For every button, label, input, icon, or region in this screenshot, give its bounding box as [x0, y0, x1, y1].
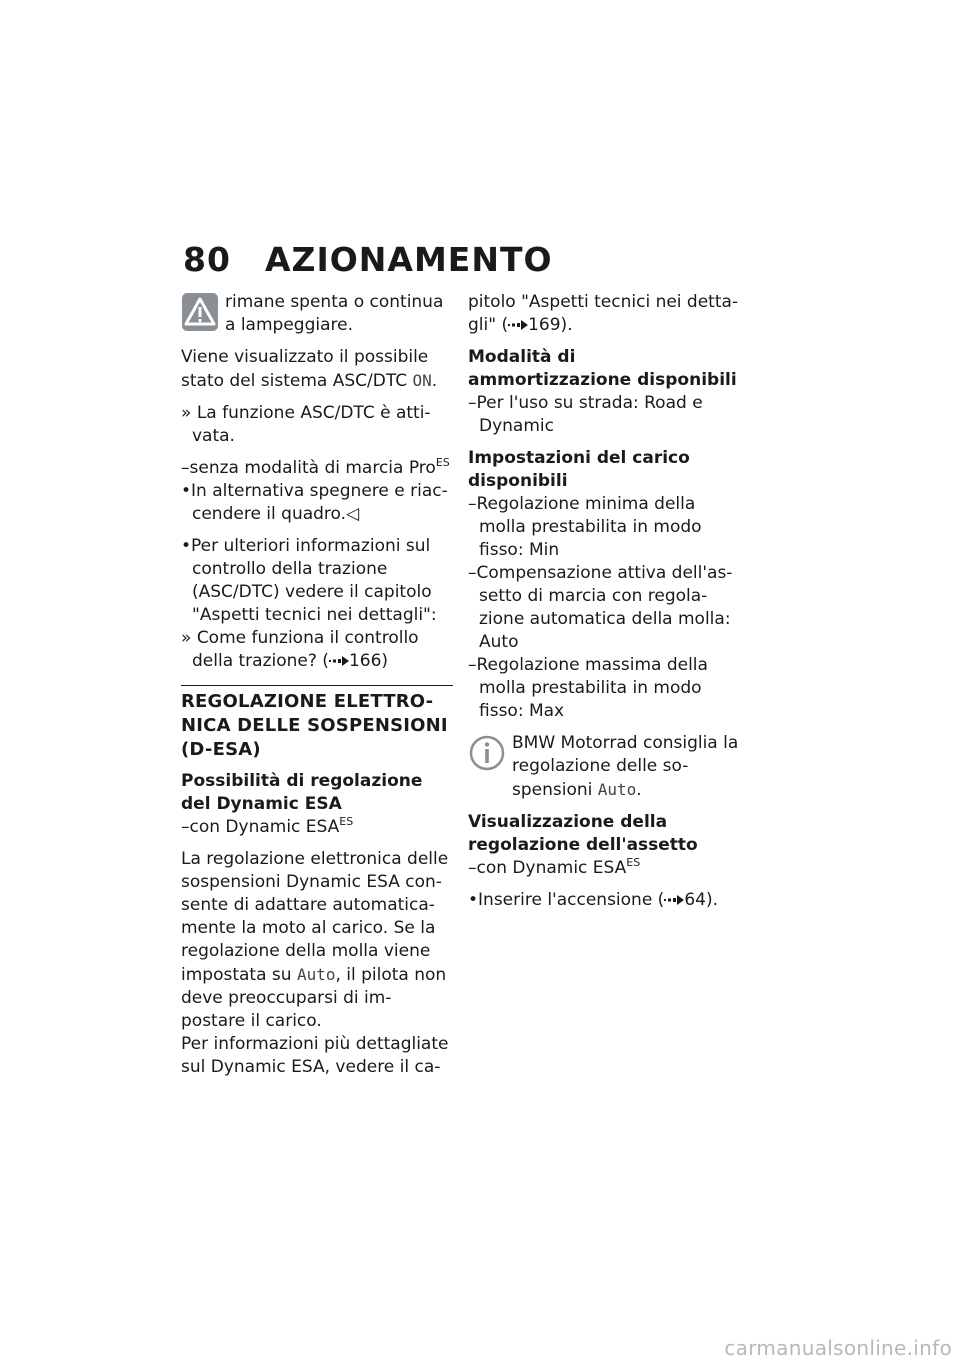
bullet-marker: •: [181, 481, 192, 501]
condition-desa: [181, 816, 453, 839]
page-number: 80: [183, 240, 231, 279]
tip-note: [468, 732, 742, 802]
result-ref-traction: » Come funziona il controllo della trazione? ( 166): [181, 628, 419, 671]
load-item-min: –Regolazione minima della molla prestabilita in modo fisso: Min: [468, 494, 702, 560]
condition-desa-text: –con Dynamic ESA: [181, 817, 340, 837]
page-ref-arrow-icon: [329, 655, 349, 667]
page-ref-arrow-icon: [664, 894, 684, 906]
subheading-damping-modes: Modalità di ammortizzazione disponibili: [468, 347, 737, 390]
desa-more-info-cont: pitolo "Aspetti tecnici nei detta-gli" ( 169).: [468, 292, 739, 335]
status-value-on: ON: [412, 371, 432, 390]
condition-pro-sup: ES: [435, 456, 450, 469]
bullet-marker: •: [468, 890, 479, 910]
mode-auto: Auto: [296, 965, 336, 984]
condition-desa-2-sup: ES: [626, 856, 641, 869]
watermark: carmanualsonline.info: [724, 1336, 952, 1360]
step-info: [181, 535, 453, 627]
desa-paragraph-end: , il pilota non deve preoccuparsi di im-postare il carico.: [181, 965, 447, 1031]
status-paragraph: [181, 346, 453, 393]
info-icon: [468, 733, 506, 773]
step-ignition: [468, 889, 742, 912]
subheading-load-settings: Impostazioni del carico disponibili: [468, 448, 690, 491]
tip-period: .: [636, 780, 642, 800]
desa-more-info: Per informazioni più dettagliate sul Dynamic ESA, vedere il ca-: [181, 1034, 449, 1077]
ref-ignition-page[interactable]: 64).: [684, 890, 718, 910]
end-mark-icon: ◁: [346, 504, 360, 524]
condition-desa-sup: ES: [339, 815, 354, 828]
condition-desa-2-text: –con Dynamic ESA: [468, 858, 627, 878]
warning-triangle-icon: [181, 292, 219, 332]
result-asc: [181, 402, 453, 448]
right-column: [468, 291, 742, 921]
step-info-text: Per ulteriori informazioni sul controllo della trazione (ASC/DTC) vedere il capitolo "Aspetti tecnici nei dettagli":: [191, 536, 437, 625]
bullet-marker: •: [181, 536, 192, 556]
page-header: [183, 240, 553, 280]
result-marker: »: [181, 403, 192, 423]
warning-note: [181, 291, 453, 337]
condition-pro: [181, 457, 453, 480]
ref-traction-page[interactable]: 166): [348, 651, 389, 671]
result-marker: »: [181, 628, 192, 648]
status-period: .: [431, 371, 438, 391]
desa-paragraph-text: La regolazione elettronica delle sospensioni Dynamic ESA con-sente di adattare automatica-mente la moto al carico. Se la regolazione della molla viene impostata su: [181, 849, 449, 985]
ref-traction-text: Come funziona il controllo della trazione?: [192, 628, 419, 671]
subheading-display-setting: Visualizzazione della regolazione dell'assetto: [468, 812, 698, 855]
tip-mode-auto: Auto: [597, 780, 637, 799]
chapter-title: AZIONAMENTO: [265, 240, 553, 279]
left-column: [181, 291, 453, 1088]
load-item-max: –Regolazione massima della molla prestabilita in modo fisso: Max: [468, 655, 708, 721]
condition-desa-2: [468, 857, 742, 880]
load-item-auto: –Compensazione attiva dell'as-setto di marcia con regola-zione automatica della molla: Auto: [468, 563, 733, 652]
desa-paragraph: [181, 848, 453, 1033]
page-ref-arrow-icon: [508, 319, 528, 331]
step-alternative-text: In alternativa spegnere e riac-cendere il quadro.: [191, 481, 448, 524]
damping-item: –Per l'uso su strada: Road e Dynamic: [468, 393, 703, 436]
section-title-desa: REGOLAZIONE ELETTRO-NICA DELLE SOSPENSIONI (D-ESA): [181, 685, 453, 762]
subheading-desa-possibility: Possibilità di regolazione del Dynamic ESA: [181, 771, 423, 814]
tip-text: BMW Motorrad consiglia la regolazione delle so-spensioni: [512, 733, 739, 800]
ref-tech-page[interactable]: 169).: [528, 315, 573, 335]
step-ignition-text: Inserire l'accensione (: [478, 890, 665, 910]
warning-text: rimane spenta o continua a lampeggiare.: [225, 292, 444, 335]
step-alternative: [181, 480, 453, 526]
result-asc-text: La funzione ASC/DTC è atti-vata.: [192, 403, 431, 446]
desa-more-info-cont-text: pitolo "Aspetti tecnici nei detta-gli": [468, 292, 739, 335]
condition-pro-text: –senza modalità di marcia Pro: [181, 458, 436, 478]
status-text: Viene visualizzato il possibile stato del sistema ASC/DTC: [181, 347, 429, 391]
